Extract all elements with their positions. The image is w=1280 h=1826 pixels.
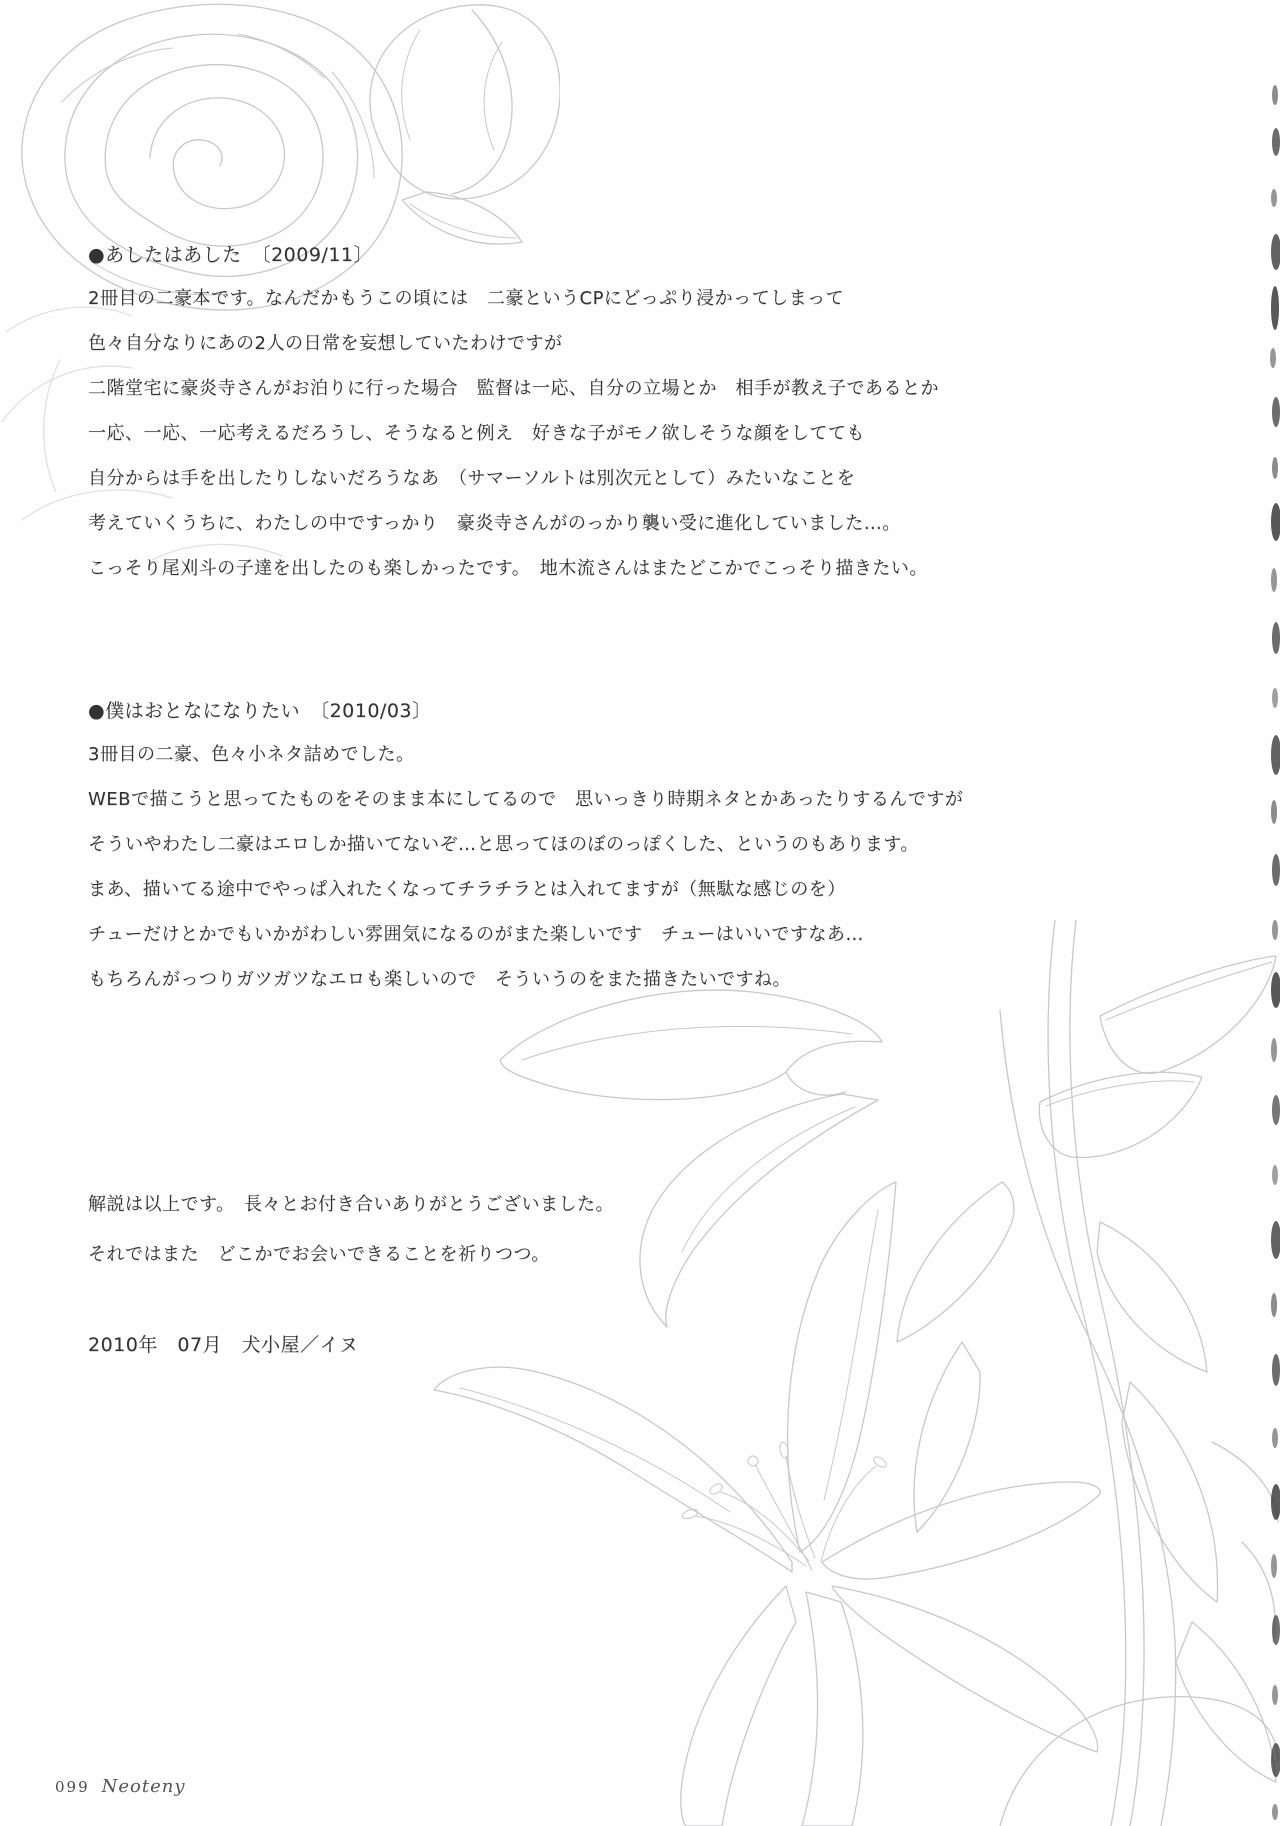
text-line: そういやわたし二豪はエロしか描いてないぞ…と思ってほのぼのっぽくした、というのもあります。	[88, 834, 919, 855]
text-line: こっそり尾刈斗の子達を出したのも楽しかったです。 地木流さんはまたどこかでこっそり描きたい。	[88, 558, 928, 579]
page-number: 099	[55, 1778, 90, 1796]
text-line: 考えていくうちに、わたしの中ですっかり 豪炎寺さんがのっかり襲い受に進化していました…。	[88, 513, 901, 534]
text-line: それではまた どこかでお会いできることを祈りつつ。	[88, 1244, 550, 1265]
afterword-section-2	[88, 690, 963, 1002]
section-heading: ●僕はおとなになりたい 〔2010/03〕	[88, 700, 432, 722]
book-title-script: Neoteny	[101, 1776, 186, 1797]
text-line: 色々自分なりにあの2人の日常を妄想していたわけですが	[88, 333, 563, 354]
afterword-section-1	[88, 234, 939, 591]
closing-block	[88, 1180, 614, 1280]
page-footer	[55, 1776, 186, 1797]
date-credit-line: 2010年 07月 犬小屋／イヌ	[88, 1334, 359, 1356]
text-line: 二階堂宅に豪炎寺さんがお泊りに行った場合 監督は一応、自分の立場とか 相手が教え子であるとか	[88, 378, 939, 399]
section-heading: ●あしたはあした 〔2009/11〕	[88, 244, 374, 266]
text-line: 自分からは手を出したりしないだろうなあ （サマーソルトは別次元として）みたいなことを	[88, 468, 856, 489]
text-line: もちろんがっつりガツガツなエロも楽しいので そういうのをまた描きたいですね。	[88, 969, 791, 990]
text-line: 3冊目の二豪、色々小ネタ詰めでした。	[88, 744, 415, 765]
text-line: 一応、一応、一応考えるだろうし、そうなると例え 好きな子がモノ欲しそうな顔をしてても	[88, 423, 865, 444]
lily-line-art	[400, 920, 1280, 1826]
text-line: WEBで描こうと思ってたものをそのまま本にしてるので 思いっきり時期ネタとかあったりするんですが	[88, 789, 964, 810]
text-line: 2冊目の二豪本です。なんだかもうこの頃には 二豪というCPにどっぷり浸かってしまって	[88, 288, 845, 309]
text-line: まあ、描いてる途中でやっぱ入れたくなってチラチラとは入れてますが（無駄な感じのを）	[88, 879, 846, 900]
text-line: 解説は以上です。 長々とお付き合いありがとうございました。	[88, 1194, 615, 1215]
scan-binding-artifact	[1260, 0, 1280, 1826]
text-line: チューだけとかでもいかがわしい雰囲気になるのがまた楽しいです チューはいいですなあ…	[88, 924, 864, 945]
